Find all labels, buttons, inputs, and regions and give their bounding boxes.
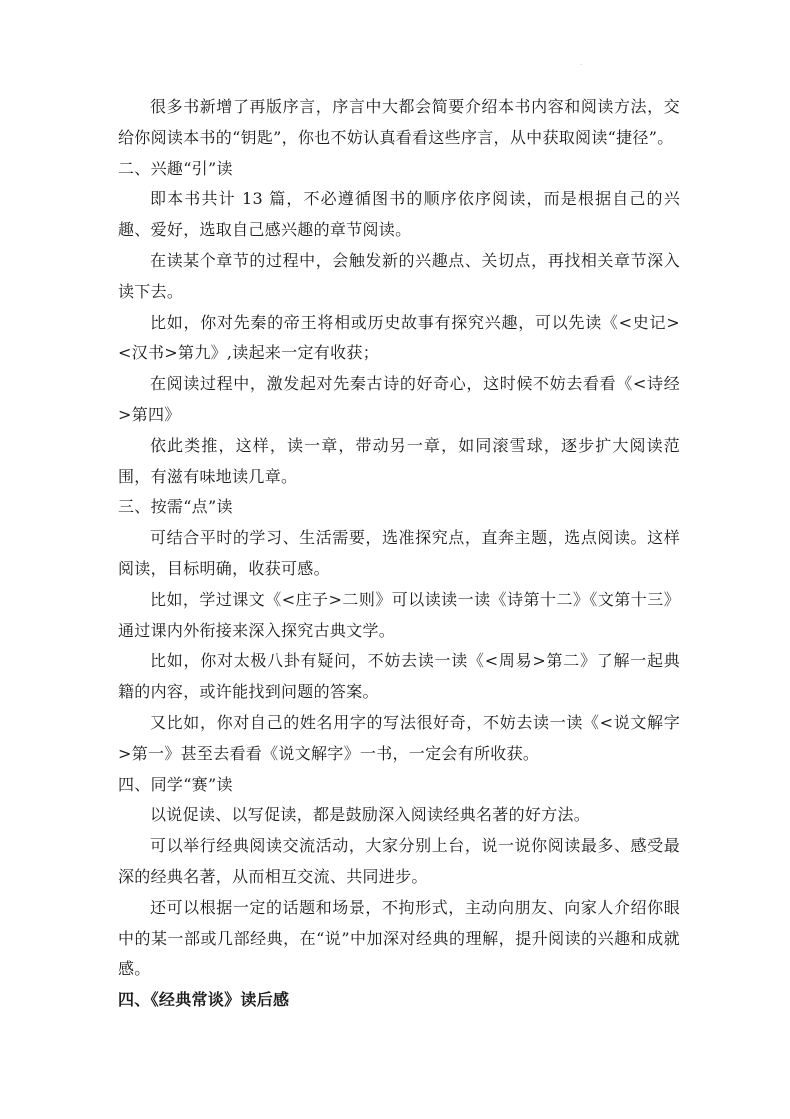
- paragraph-preface: 很多书新增了再版序言，序言中大都会简要介绍本书内容和阅读方法，交给你阅读本书的“钥匙”，你也不妨认真看看这些序言，从中获取阅读“捷径”。: [118, 97, 680, 147]
- paragraph-compete-share: 还可以根据一定的话题和场景，不拘形式，主动向朋友、向家人介绍你眼中的某一部或几部经典，在“说”中加深对经典的理解，提升阅读的兴趣和成就感。: [118, 897, 680, 979]
- corner-mark: ·: [580, 62, 582, 69]
- paragraph-need-example-zhouyi: 比如，你对太极八卦有疑问，不妨去读一读《<周易>第二》了解一起典籍的内容，或许能找到问题的答案。: [118, 651, 680, 702]
- paragraph-interest-trigger: 在读某个章节的过程中，会触发新的兴趣点、关切点，再找相关章节深入读下去。: [118, 250, 680, 301]
- paragraph-need-intro: 可结合平时的学习、生活需要，选准探究点，直奔主题，选点阅读。这样阅读，目标明确，收获可感。: [118, 528, 680, 578]
- paragraph-compete-activity: 可以举行经典阅读交流活动，大家分别上台，说一说你阅读最多、感受最深的经典名著，从而相互交流、共同进步。: [118, 836, 680, 886]
- section-heading-reflection: 四、《经典常谈》读后感: [118, 990, 290, 1010]
- paragraph-need-example-shuowen: 又比如，你对自己的姓名用字的写法很好奇，不妨去读一读《<说文解字>第一》甚至去看看《说文解字》一书，一定会有所收获。: [118, 712, 680, 763]
- paragraph-interest-example-history: 比如，你对先秦的帝王将相或历史故事有探究兴趣，可以先读《<史记><汉书>第九》,读起来一定有收获；: [118, 312, 680, 363]
- document-body: [118, 92, 680, 1016]
- section-heading-interest: 二、兴趣“引”读: [118, 158, 233, 178]
- section-heading-compete: 四、同学“赛”读: [118, 774, 233, 794]
- paragraph-interest-snowball: 依此类推，这样，读一章，带动另一章，如同滚雪球，逐步扩大阅读范围，有滋有味地读几章。: [118, 435, 680, 486]
- section-heading-need: 三、按需“点”读: [118, 497, 233, 517]
- paragraph-interest-intro: 即本书共计 13 篇，不必遵循图书的顺序依序阅读，而是根据自己的兴趣、爱好，选取自己感兴趣的章节阅读。: [118, 189, 680, 240]
- paragraph-need-example-zhuangzi: 比如，学过课文《<庄子>二则》可以读读一读《诗第十二》《文第十三》通过课内外衔接来深入探究古典文学。: [118, 589, 680, 640]
- paragraph-interest-example-poetry: 在阅读过程中，激发起对先秦古诗的好奇心，这时候不妨去看看《<诗经>第四》: [118, 374, 680, 424]
- paragraph-compete-intro: 以说促读、以写促读，都是鼓励深入阅读经典名著的好方法。: [150, 805, 591, 825]
